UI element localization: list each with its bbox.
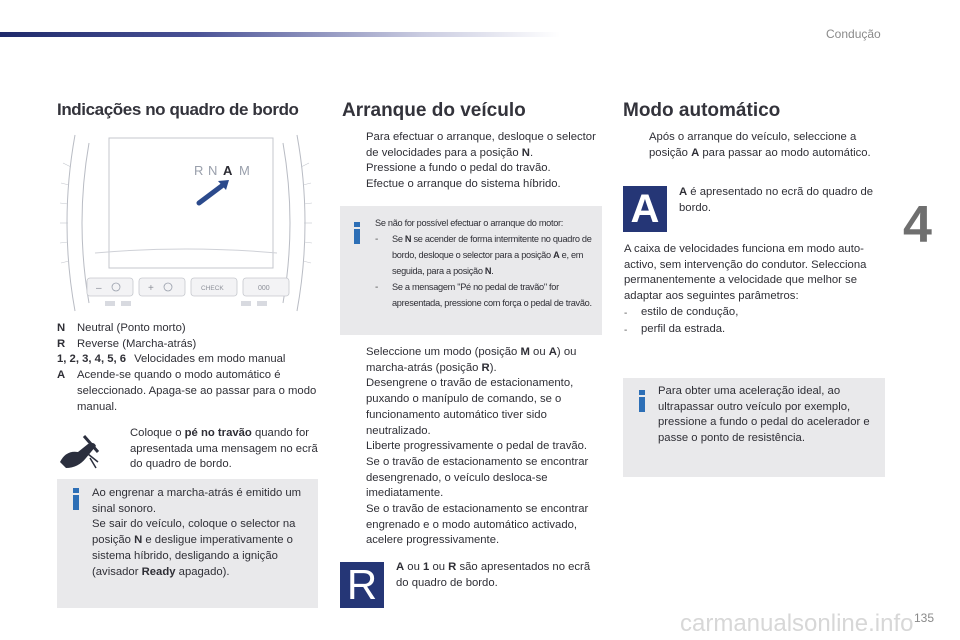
start-steps xyxy=(342,130,604,193)
start-step: Pressione a fundo o pedal do travão. xyxy=(342,161,604,177)
auto-param-item: - perfil da estrada. xyxy=(624,322,886,339)
legend-text: Neutral (Ponto morto) xyxy=(77,322,186,334)
legend-text: Acende-se quando o modo automático é seleccionado. Apaga-se ao passar para o modo manual. xyxy=(77,369,317,413)
info-start-intro: Se não for possível efectuar o arranque do motor: xyxy=(375,218,564,228)
reverse-badge-icon: R xyxy=(340,562,384,608)
watermark: carmanualsonline.info xyxy=(680,610,914,637)
info-start-item: - Se N se acender de forma intermitente no quadro de bordo, desloque o selector para a posição A e, em seguida, para a posição N. xyxy=(375,231,599,279)
legend-key: A xyxy=(57,369,66,382)
info-reverse-line1: Ao engrenar a marcha-atrás é emitido um sinal sonoro. xyxy=(92,487,302,515)
drive-step: Seleccione um modo (posição M ou A) ou marcha-atrás (posição R). xyxy=(342,345,604,376)
bullet-icon xyxy=(342,130,366,161)
dashboard-illustration xyxy=(57,133,315,313)
chapter-number: 4 xyxy=(903,196,932,254)
dash-btn-minus xyxy=(87,278,133,296)
heading-automatic-mode: Modo automático xyxy=(623,100,781,121)
dash-btn-000-label: 000 xyxy=(258,285,270,292)
reverse-badge-text: A ou 1 ou R são apresentados no ecrã do quadro de bordo. xyxy=(396,561,591,589)
auto-step: Após o arranque do veículo, seleccione a posição A para passar ao modo automático. xyxy=(625,130,887,161)
legend-key: N xyxy=(57,322,66,334)
legend-row-n xyxy=(57,321,319,337)
drive-step: Desengrene o travão de estacionamento, puxando o manípulo de comando, se o funcionamento automático tiver sido neutralizado. xyxy=(342,376,604,439)
auto-badge-icon: A xyxy=(623,186,667,232)
dash-bullet: - xyxy=(375,282,379,293)
legend-row-a xyxy=(57,368,319,415)
info-reverse-line2: Se sair do veículo, coloque o selector na posição N e desligue imperativamente o sistema híbrido, desligando a ignição (avisador Ready apagado). xyxy=(92,518,296,578)
dash-right-arc-outer xyxy=(297,135,305,311)
bullet-icon xyxy=(342,177,366,193)
heading-dashboard-indications: Indicações no quadro de bordo xyxy=(57,100,299,119)
start-step: Efectue o arranque do sistema híbrido. xyxy=(342,177,604,193)
legend-key: R xyxy=(57,337,66,350)
auto-paragraph: A caixa de velocidades funciona em modo auto-activo, sem intervenção do condutor. Selecciona permanentemente a velocidade que melhor se adaptar aos seguintes parâmetros: xyxy=(624,243,867,303)
bullet-icon xyxy=(625,130,649,161)
info-box-reverse xyxy=(57,479,318,608)
dash-selector-m: M xyxy=(239,163,250,178)
section-title: Condução xyxy=(826,27,881,41)
dash-btn-plus-label: + xyxy=(148,283,154,294)
info-acceleration-text: Para obter uma aceleração ideal, ao ultrapassar outro veículo por exemplo, pressione a fundo o pedal do acelerador e passe o ponto de resistência. xyxy=(658,385,870,445)
bullet-icon xyxy=(113,426,130,473)
info-box-start-failure xyxy=(340,206,602,335)
dash-bullet: - xyxy=(624,307,628,319)
dash-selector-n: N xyxy=(208,163,218,178)
dash-btn-plus xyxy=(139,278,185,296)
auto-param-item: - estilo de condução, xyxy=(624,305,886,322)
bullet-icon xyxy=(342,345,366,376)
drive-step: Liberte progressivamente o pedal de travão. xyxy=(342,439,604,455)
legend-text: Velocidades em modo manual xyxy=(134,353,286,366)
info-box-acceleration xyxy=(623,378,885,477)
dash-selector-r: R xyxy=(194,163,204,178)
heading-vehicle-start: Arranque do veículo xyxy=(342,100,526,121)
dash-lower-arc xyxy=(95,249,277,253)
pointer-arrow-icon xyxy=(199,180,229,203)
bullet-icon xyxy=(342,161,366,177)
dash-screen xyxy=(109,138,273,268)
pedal-instruction: Coloque o pé no travão quando for apresentada uma mensagem no ecrã do quadro de bordo. xyxy=(113,426,323,473)
auto-description xyxy=(624,242,886,338)
drive-steps xyxy=(342,345,604,549)
legend-row-r xyxy=(57,337,319,353)
drive-step: Se o travão de estacionamento se encontrar desengrenado, o veículo desloca-se imediatamente. Se o travão de estacionamento se encontrar engrenado e o modo automático activado, acelere progressivamente. xyxy=(342,455,604,549)
auto-badge-text: A é apresentado no ecrã do quadro de bordo. xyxy=(679,186,874,214)
gear-legend xyxy=(57,321,319,415)
bullet-icon xyxy=(342,439,366,455)
bullet-icon xyxy=(342,376,366,439)
dash-btn-minus-label: – xyxy=(96,283,102,294)
page-number: 135 xyxy=(914,611,935,625)
dash-bullet: - xyxy=(624,324,628,336)
dash-btn-check-label: CHECK xyxy=(201,285,224,292)
dash-left-arc-outer xyxy=(67,135,75,311)
dash-bullet: - xyxy=(375,234,379,245)
bullet-icon xyxy=(342,455,366,549)
info-start-item: - Se a mensagem "Pé no pedal de travão" for apresentada, pressione com força o pedal de travão. xyxy=(375,279,599,311)
header-bar xyxy=(0,32,560,37)
start-step: Para efectuar o arranque, desloque o selector de velocidades para a posição N. xyxy=(342,130,604,161)
dash-selector-a: A xyxy=(223,163,233,178)
legend-row-manual xyxy=(57,352,319,368)
foot-brake-icon xyxy=(58,432,100,472)
legend-text: Reverse (Marcha-atrás) xyxy=(77,337,197,350)
legend-key: 1, 2, 3, 4, 5, 6 xyxy=(57,353,127,366)
